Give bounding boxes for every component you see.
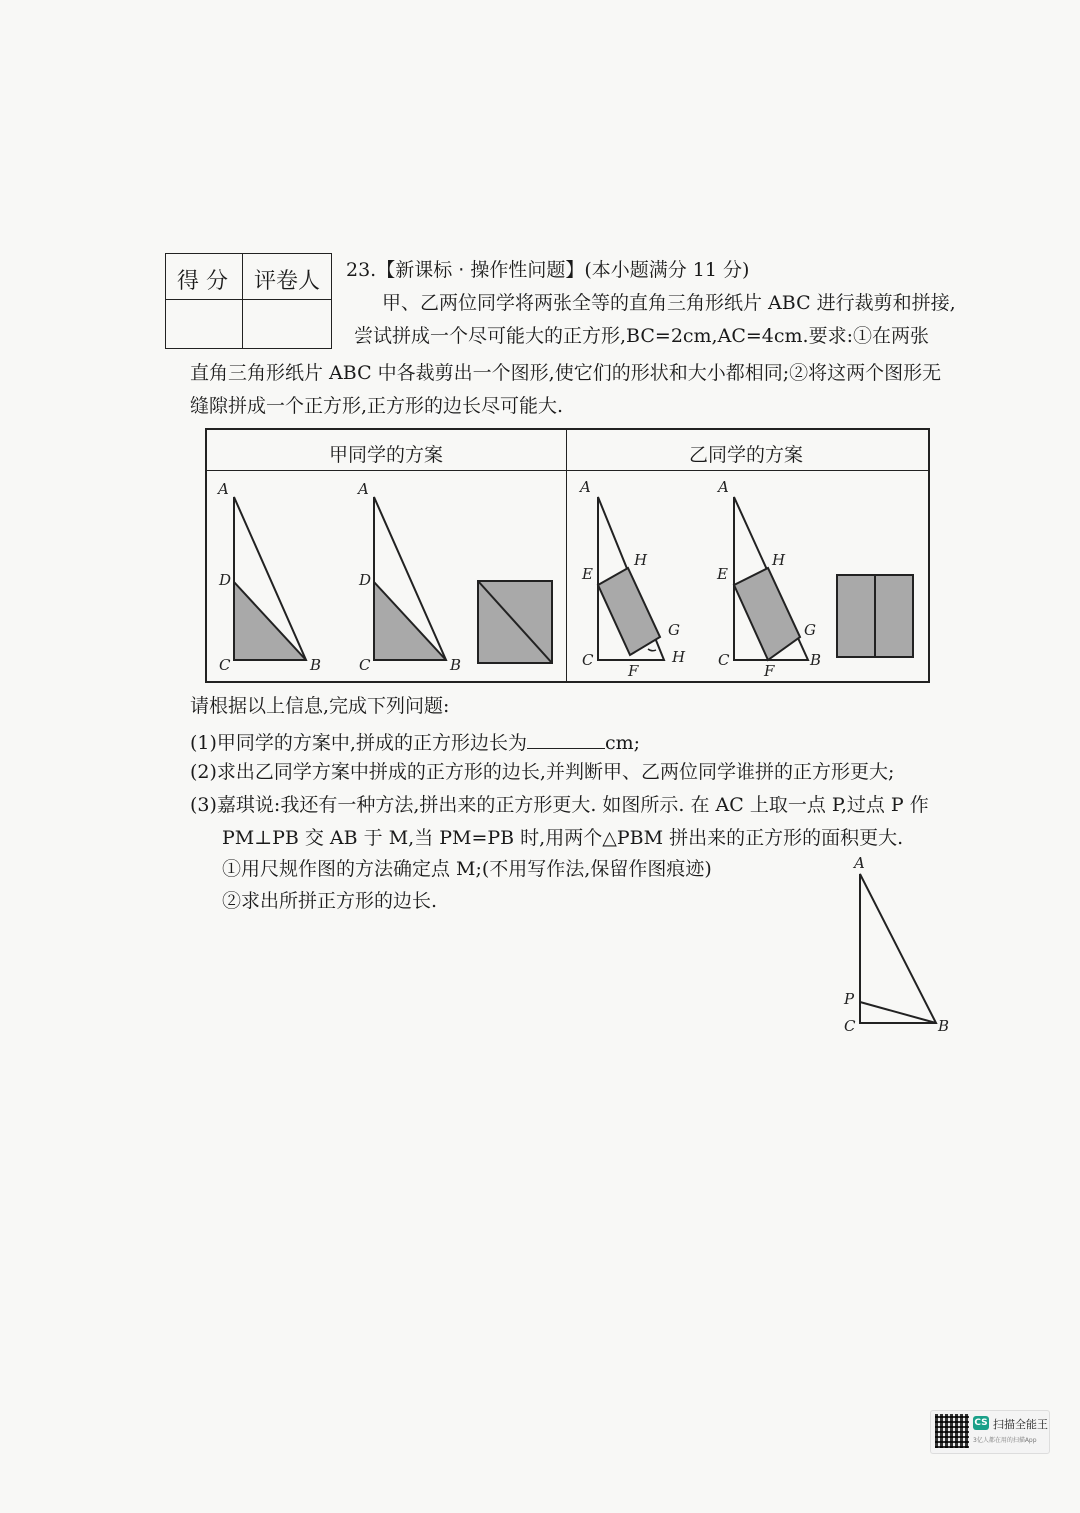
label-b: B [810, 651, 822, 669]
question-3-sub-1: ①用尺规作图的方法确定点 M;(不用写作法,保留作图痕迹) [222, 858, 712, 880]
jia-scheme-title: 甲同学的方案 [329, 444, 444, 466]
jia-square [475, 578, 555, 666]
label-b: B [310, 656, 322, 674]
yi-square [834, 572, 916, 662]
label-b: Η [672, 648, 686, 666]
scheme-header-divider [207, 470, 928, 471]
intro-line-3: 直角三角形纸片 ABC 中各裁剪出一个图形,使它们的形状和大小都相同;②将这两个图形无 [190, 362, 942, 384]
cut-rectangle [598, 568, 660, 655]
prompt: 请根据以上信息,完成下列问题: [190, 695, 450, 717]
label-d: D [219, 571, 232, 589]
label-a: A [580, 478, 591, 496]
label-a: A [218, 480, 229, 498]
segment-pb [860, 1002, 936, 1023]
cut-rectangle [734, 568, 800, 660]
label-f: F [628, 662, 639, 680]
label-c: C [359, 656, 371, 674]
intro-line-2: 尝试拼成一个尽可能大的正方形,BC=2cm,AC=4cm.要求:①在两张 [354, 325, 929, 347]
yi-triangle-2 [710, 472, 840, 682]
jia-triangle-1 [210, 472, 330, 677]
scanner-watermark [930, 1410, 1050, 1454]
question-3-line-1: (3)嘉琪说:我还有一种方法,拼出来的正方形更大. 如图所示. 在 AC 上取一点 P,过点 P 作 [190, 794, 929, 816]
jia-triangle-2 [350, 472, 470, 677]
label-h: H [634, 551, 648, 569]
q3-triangle [836, 850, 961, 1040]
label-d: D [359, 571, 372, 589]
scheme-column-divider [566, 430, 567, 681]
triangle-abc [860, 874, 936, 1023]
camscanner-name: 扫描全能王 [993, 1418, 1048, 1431]
question-number: 23. [346, 259, 377, 281]
label-c: C [582, 651, 594, 669]
score-label: 得 分 [177, 269, 228, 294]
score-table [165, 253, 332, 349]
label-h: H [772, 551, 786, 569]
label-a: A [718, 478, 729, 496]
yi-triangle-1 [568, 472, 698, 682]
right-angle-mark [648, 649, 656, 651]
camscanner-tagline: 3亿人都在用的扫描App [973, 1437, 1037, 1444]
table-divider [166, 299, 331, 300]
label-e: E [717, 565, 728, 583]
label-a: A [854, 854, 865, 872]
yi-scheme-title: 乙同学的方案 [689, 444, 804, 466]
label-p: P [844, 990, 855, 1008]
intro-line-4: 缝隙拼成一个正方形,正方形的边长尽可能大. [190, 395, 564, 417]
label-g: G [668, 621, 680, 639]
grader-label: 评卷人 [254, 269, 321, 294]
question-1-text: (1)甲同学的方案中,拼成的正方形边长为 [190, 732, 527, 754]
camscanner-logo: CS [974, 1418, 988, 1428]
label-a: A [358, 480, 369, 498]
question-3-sub-2: ②求出所拼正方形的边长. [222, 890, 438, 912]
label-e: Ε [582, 565, 593, 583]
label-c: C [219, 656, 231, 674]
label-b: B [450, 656, 462, 674]
label-g: G [804, 621, 816, 639]
answer-blank[interactable] [527, 730, 605, 749]
question-2: (2)求出乙同学方案中拼成的正方形的边长,并判断甲、乙两位同学谁拼的正方形更大; [190, 761, 895, 783]
label-b: B [938, 1017, 950, 1035]
question-1-unit: cm; [604, 732, 641, 754]
label-c: C [844, 1017, 856, 1035]
question-header [346, 261, 749, 280]
question-1 [190, 730, 640, 753]
question-points: (本小题满分 11 分) [584, 259, 750, 281]
label-f: F [764, 662, 775, 680]
label-c: C [718, 651, 730, 669]
table-divider [242, 254, 243, 348]
question-tag: 【新课标 · 操作性问题】 [376, 259, 585, 281]
question-3-line-2: PM⊥PB 交 AB 于 M,当 PM=PB 时,用两个△PBM 拼出来的正方形的面积更大. [222, 827, 904, 849]
intro-line-1: 甲、乙两位同学将两张全等的直角三角形纸片 ABC 进行裁剪和拼接, [382, 292, 956, 314]
qr-code-icon [935, 1414, 969, 1448]
